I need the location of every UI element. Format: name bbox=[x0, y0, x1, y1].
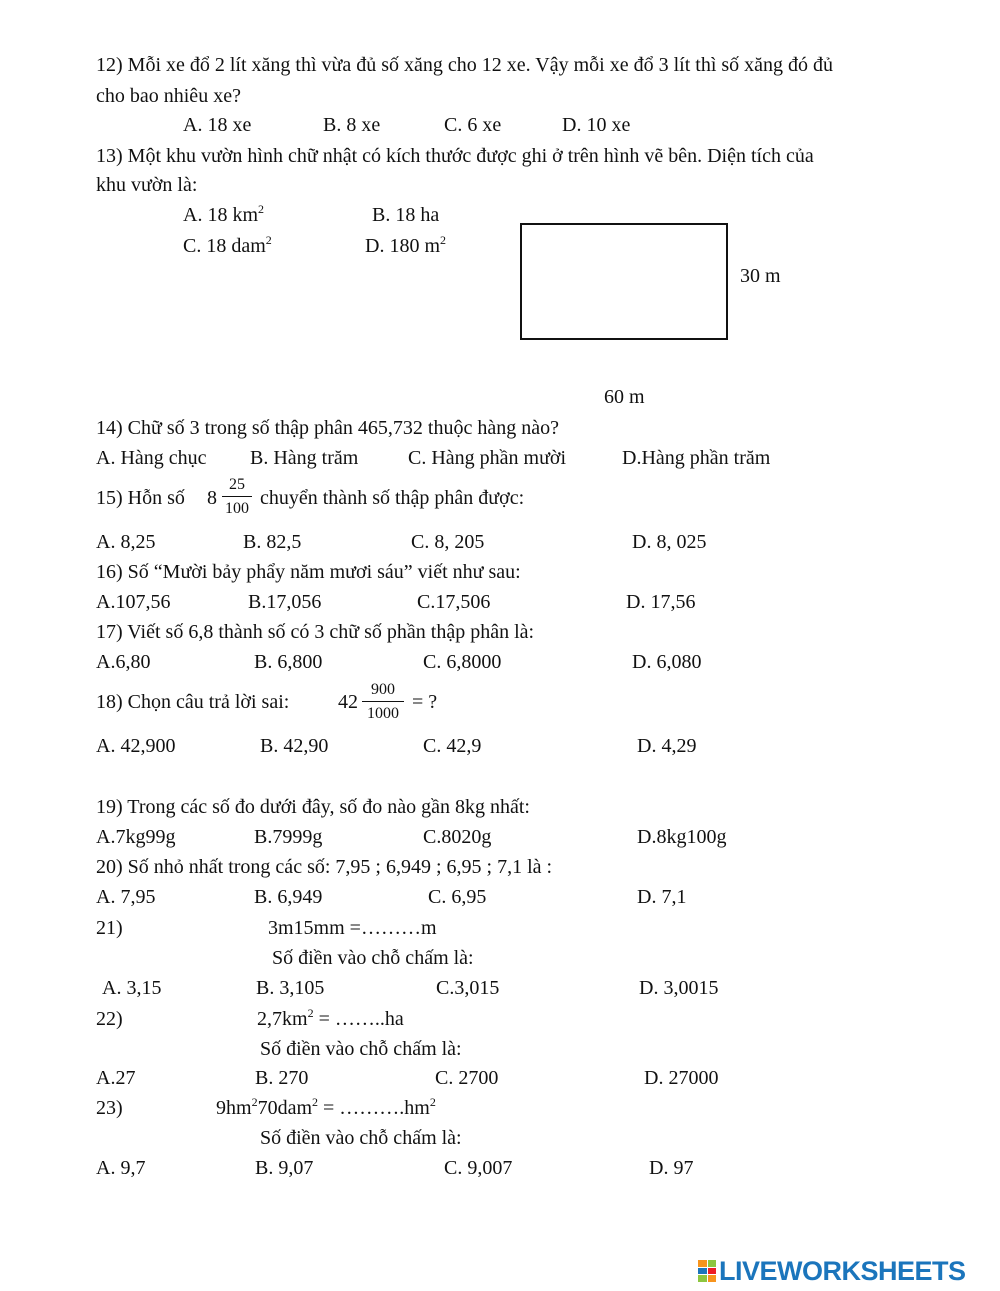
q18-stem-post: = ? bbox=[412, 691, 438, 713]
q16-option-b[interactable]: B.17,056 bbox=[248, 591, 322, 613]
q15-option-a[interactable]: A. 8,25 bbox=[96, 531, 156, 553]
q17-option-b[interactable]: B. 6,800 bbox=[254, 651, 323, 673]
q15-denominator: 100 bbox=[225, 500, 249, 517]
q18-option-c[interactable]: C. 42,9 bbox=[423, 735, 482, 757]
q21-option-c[interactable]: C.3,015 bbox=[436, 977, 500, 999]
q12-option-d[interactable]: D. 10 xe bbox=[562, 114, 631, 136]
q18-numerator: 900 bbox=[371, 681, 395, 698]
q22-option-d[interactable]: D. 27000 bbox=[644, 1067, 719, 1089]
q23-expression: $9hm^270dam^2$ = $\dots\dots\dots.hm^2$ bbox=[216, 1095, 436, 1119]
q14-stem: 14) Chữ số 3 trong số thập phân 465,732 thuộc hàng nào? bbox=[96, 417, 559, 439]
q15-numerator: 25 bbox=[229, 476, 245, 493]
q21-option-b[interactable]: B. 3,105 bbox=[256, 977, 325, 999]
q16-stem: 16) Số “Mười bảy phẩy năm mươi sáu” viết như sau: bbox=[96, 561, 521, 583]
q15-fraction bbox=[222, 477, 252, 517]
q18-stem-pre: 18) Chọn câu trả lời sai: bbox=[96, 691, 290, 713]
q18-option-b[interactable]: B. 42,90 bbox=[260, 735, 329, 757]
q19-option-c[interactable]: C.8020g bbox=[423, 826, 492, 848]
q12-option-a[interactable]: A. 18 xe bbox=[183, 114, 252, 136]
q18-fraction bbox=[362, 682, 404, 722]
q16-option-c[interactable]: C.17,506 bbox=[417, 591, 491, 613]
q22-option-c[interactable]: C. 2700 bbox=[435, 1067, 499, 1089]
q22-instruction: Số điền vào chỗ chấm là: bbox=[260, 1038, 462, 1060]
q18-mixed-whole: 42 bbox=[338, 691, 358, 713]
liveworksheets-logo[interactable] bbox=[698, 1257, 966, 1285]
q20-option-b[interactable]: B. 6,949 bbox=[254, 886, 323, 908]
q18-denominator: 1000 bbox=[367, 705, 399, 722]
q23-number: 23) bbox=[96, 1097, 123, 1119]
q14-option-d[interactable]: D.Hàng phần trăm bbox=[622, 447, 771, 469]
garden-width-label: 60 m bbox=[604, 386, 645, 408]
q23-option-a[interactable]: A. 9,7 bbox=[96, 1157, 146, 1179]
q21-instruction: Số điền vào chỗ chấm là: bbox=[272, 947, 474, 969]
q20-option-a[interactable]: A. 7,95 bbox=[96, 886, 156, 908]
q13-stem-line2: khu vườn là: bbox=[96, 174, 198, 196]
q12-stem-line1: 12) Mỗi xe đổ 2 lít xăng thì vừa đủ số xăng cho 12 xe. Vậy mỗi xe đổ 3 lít thì số xăng đó đủ bbox=[96, 54, 834, 76]
q19-option-a[interactable]: A.7kg99g bbox=[96, 826, 176, 848]
liveworksheets-brand-text: LIVEWORKSHEETS bbox=[719, 1255, 966, 1286]
q12-stem-line2: cho bao nhiêu xe? bbox=[96, 85, 241, 107]
q20-option-d[interactable]: D. 7,1 bbox=[637, 886, 687, 908]
garden-rectangle-diagram bbox=[520, 223, 728, 340]
q19-option-b[interactable]: B.7999g bbox=[254, 826, 323, 848]
q17-option-a[interactable]: A.6,80 bbox=[96, 651, 151, 673]
q13-option-a[interactable]: A. 18 $km^2$ bbox=[183, 202, 264, 226]
q19-option-d[interactable]: D.8kg100g bbox=[637, 826, 727, 848]
q21-option-a[interactable]: A. 3,15 bbox=[102, 977, 162, 999]
q14-option-a[interactable]: A. Hàng chục bbox=[96, 447, 207, 469]
q19-stem: 19) Trong các số đo dưới đây, số đo nào gần 8kg nhất: bbox=[96, 796, 530, 818]
q13-option-c[interactable]: C. 18 dam$^2$ bbox=[183, 233, 272, 257]
q15-mixed-whole: 8 bbox=[207, 487, 217, 509]
q21-option-d[interactable]: D. 3,0015 bbox=[639, 977, 719, 999]
q22-option-a[interactable]: A.27 bbox=[96, 1067, 136, 1089]
q21-number: 21) bbox=[96, 917, 123, 939]
q18-option-a[interactable]: A. 42,900 bbox=[96, 735, 176, 757]
q13-option-d[interactable]: D. 180 $m^2$ bbox=[365, 233, 446, 257]
q15-stem-post: chuyển thành số thập phân được: bbox=[260, 487, 525, 509]
q23-option-d[interactable]: D. 97 bbox=[649, 1157, 694, 1179]
q23-option-c[interactable]: C. 9,007 bbox=[444, 1157, 513, 1179]
q20-option-c[interactable]: C. 6,95 bbox=[428, 886, 487, 908]
q12-option-c[interactable]: C. 6 xe bbox=[444, 114, 502, 136]
liveworksheets-logo-icon bbox=[698, 1260, 716, 1282]
q13-option-b[interactable]: B. 18 ha bbox=[372, 204, 440, 226]
q22-expression: $2,7km^2$ = ……..ha bbox=[257, 1006, 404, 1030]
q17-option-d[interactable]: D. 6,080 bbox=[632, 651, 702, 673]
q22-number: 22) bbox=[96, 1008, 123, 1030]
q16-option-a[interactable]: A.107,56 bbox=[96, 591, 171, 613]
q23-instruction: Số điền vào chỗ chấm là: bbox=[260, 1127, 462, 1149]
q23-option-b[interactable]: B. 9,07 bbox=[255, 1157, 314, 1179]
q12-option-b[interactable]: B. 8 xe bbox=[323, 114, 381, 136]
q17-stem: 17) Viết số 6,8 thành số có 3 chữ số phần thập phân là: bbox=[96, 621, 535, 643]
q15-stem-pre: 15) Hỗn số bbox=[96, 487, 185, 509]
q21-expression: 3m15mm =………m bbox=[268, 917, 437, 939]
q15-option-b[interactable]: B. 82,5 bbox=[243, 531, 302, 553]
q15-option-d[interactable]: D. 8, 025 bbox=[632, 531, 707, 553]
q18-option-d[interactable]: D. 4,29 bbox=[637, 735, 697, 757]
q16-option-d[interactable]: D. 17,56 bbox=[626, 591, 696, 613]
q14-option-b[interactable]: B. Hàng trăm bbox=[250, 447, 359, 469]
q13-stem-line1: 13) Một khu vườn hình chữ nhật có kích thước được ghi ở trên hình vẽ bên. Diện tích của bbox=[96, 145, 814, 167]
q14-option-c[interactable]: C. Hàng phần mười bbox=[408, 447, 567, 469]
q15-option-c[interactable]: C. 8, 205 bbox=[411, 531, 485, 553]
q22-option-b[interactable]: B. 270 bbox=[255, 1067, 309, 1089]
q17-option-c[interactable]: C. 6,8000 bbox=[423, 651, 502, 673]
q20-stem: 20) Số nhỏ nhất trong các số: 7,95 ; 6,949 ; 6,95 ; 7,1 là : bbox=[96, 856, 553, 878]
garden-height-label: 30 m bbox=[740, 265, 781, 287]
